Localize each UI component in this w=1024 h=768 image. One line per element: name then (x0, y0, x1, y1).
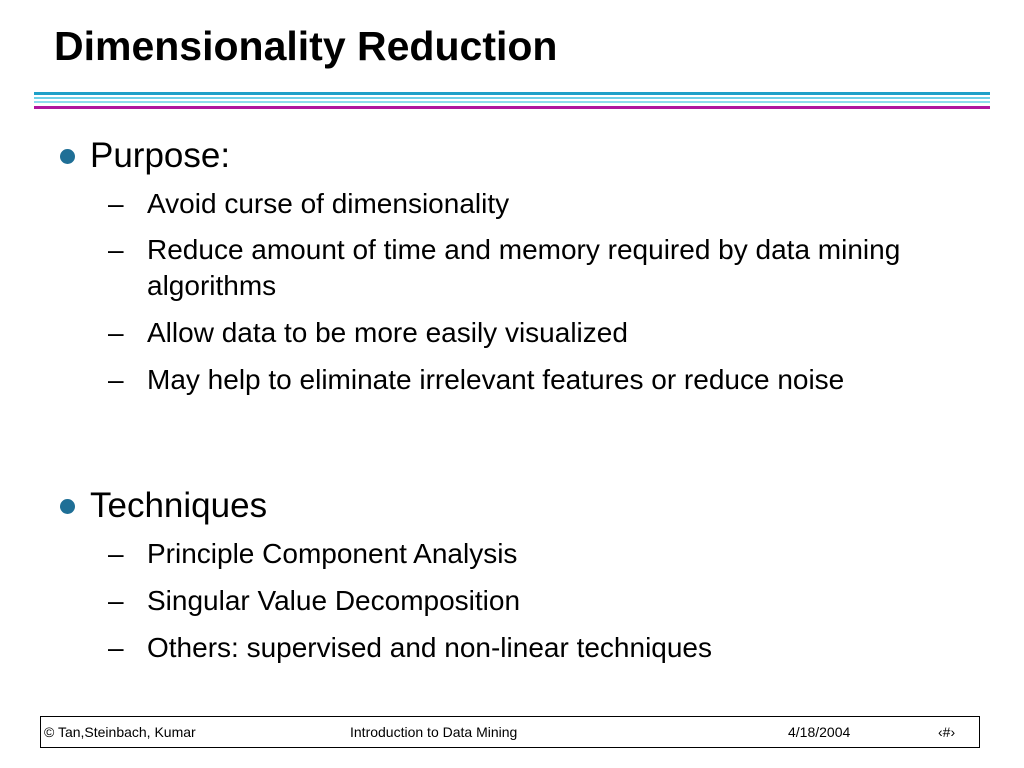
list-item: May help to eliminate irrelevant features or reduce noise (147, 364, 845, 395)
bullet-dot-icon (58, 147, 78, 167)
dash-marker: – (108, 364, 124, 395)
title-rule-pale-cyan (34, 101, 990, 103)
footer-page-number: ‹#› (938, 724, 956, 740)
dash-marker: – (108, 632, 124, 663)
dash-marker: – (108, 188, 124, 219)
footer-date: 4/18/2004 (788, 724, 851, 740)
section-heading-techniques: Techniques (90, 486, 268, 525)
list-item: Others: supervised and non-linear techniques (147, 632, 713, 663)
list-item: Allow data to be more easily visualized (147, 317, 628, 348)
title-rule-magenta (34, 106, 990, 109)
title-rule-light-cyan (34, 97, 990, 99)
footer-copyright: © Tan,Steinbach, Kumar (44, 724, 196, 740)
slide-footer (40, 716, 980, 748)
slide-title: Dimensionality Reduction (54, 23, 558, 69)
dash-marker: – (108, 317, 124, 348)
dash-marker: – (108, 585, 124, 616)
list-item: Principle Component Analysis (147, 538, 518, 569)
section-heading-purpose: Purpose: (90, 136, 231, 175)
list-item: Reduce amount of time and memory required by data mining algorithms (147, 234, 901, 301)
bullet-dot-icon (58, 497, 78, 517)
dash-marker: – (108, 538, 124, 569)
footer-course: Introduction to Data Mining (350, 724, 518, 740)
dash-marker: – (108, 234, 124, 265)
list-item: Avoid curse of dimensionality (147, 188, 510, 219)
list-item: Singular Value Decomposition (147, 585, 521, 616)
title-rule-cyan (34, 92, 990, 95)
